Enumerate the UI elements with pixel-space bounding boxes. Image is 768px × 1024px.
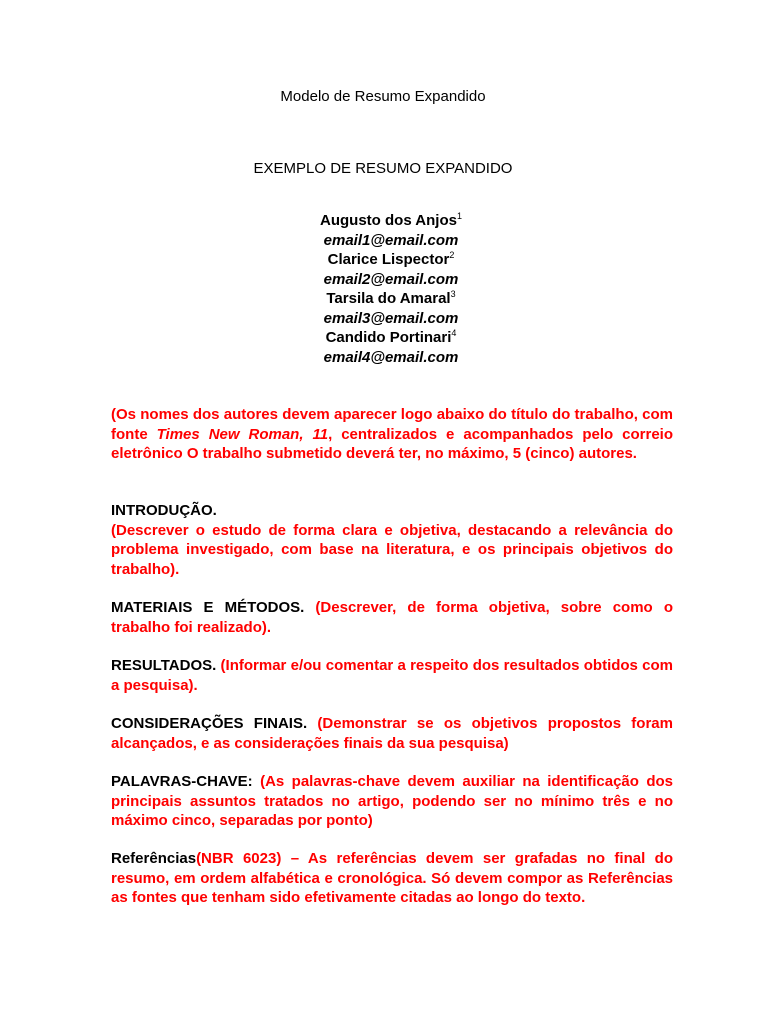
references-text: (NBR 6023) – As referências devem ser grafadas no final do resumo, em ordem alfabética e cronológica. Só devem compor as Referências as fontes que tenham sido efetivamente citadas ao longo do texto.	[111, 850, 673, 906]
author-email: email2@email.com	[323, 270, 459, 288]
author-footnote-marker: 2	[449, 250, 455, 260]
author-name: Candido Portinari$^4$	[325, 328, 457, 346]
author-name: Augusto dos Anjos$^1$	[320, 211, 462, 229]
methods-text: (Descrever, de forma objetiva, sobre como o trabalho foi realizado).	[111, 599, 673, 636]
author-list	[0, 211, 768, 367]
document-header-title: Modelo de Resumo Expandido	[280, 88, 486, 105]
results-text: (Informar e/ou comentar a respeito dos resultados obtidos com a pesquisa).	[111, 657, 673, 694]
paper-title: EXEMPLO DE RESUMO EXPANDIDO	[253, 160, 513, 177]
author-instruction-note: (Os nomes dos autores devem aparecer logo abaixo do título do trabalho, com fonte Times New Roman, 11, centralizados e acompanhados pelo correio eletrônico O trabalho submetido deverá ter, no máximo, 5 (cinco) autores.	[111, 406, 673, 462]
keywords-text: (As palavras-chave devem auxiliar na identificação dos principais assuntos tratados no artigo, podendo ser no mínimo três e no máximo cinco, separadas por ponto)	[111, 773, 673, 829]
section-results	[111, 656, 673, 695]
section-final-considerations	[111, 714, 673, 753]
section-references	[111, 849, 673, 908]
section-methods	[111, 598, 673, 637]
font-name: Times New Roman, 11	[156, 425, 329, 443]
final-considerations-heading: CONSIDERAÇÕES FINAIS.	[111, 715, 308, 732]
author-name: Tarsila do Amaral$^3$	[326, 289, 456, 307]
final-considerations-text: (Demonstrar se os objetivos propostos foram alcançados, e as considerações finais da sua pesquisa)	[111, 715, 673, 752]
author-email: email4@email.com	[323, 348, 459, 366]
methods-heading: MATERIAIS E MÉTODOS.	[111, 599, 305, 616]
author-email: email1@email.com	[323, 231, 459, 249]
keywords-heading: PALAVRAS-CHAVE:	[111, 773, 253, 790]
section-introduction	[111, 501, 673, 579]
author-footnote-marker: 1	[456, 211, 462, 221]
section-keywords	[111, 772, 673, 831]
author-email: email3@email.com	[323, 309, 459, 327]
introduction-heading: INTRODUÇÃO.	[111, 502, 217, 519]
results-heading: RESULTADOS.	[111, 657, 217, 674]
author-footnote-marker: 4	[451, 328, 457, 338]
author-name: Clarice Lispector$^2$	[327, 250, 455, 268]
author-footnote-marker: 3	[450, 289, 456, 299]
references-heading: Referências	[111, 850, 197, 867]
introduction-text: (Descrever o estudo de forma clara e objetiva, destacando a relevância do problema investigado, com base na literatura, e os principais objetivos do trabalho).	[111, 521, 673, 578]
